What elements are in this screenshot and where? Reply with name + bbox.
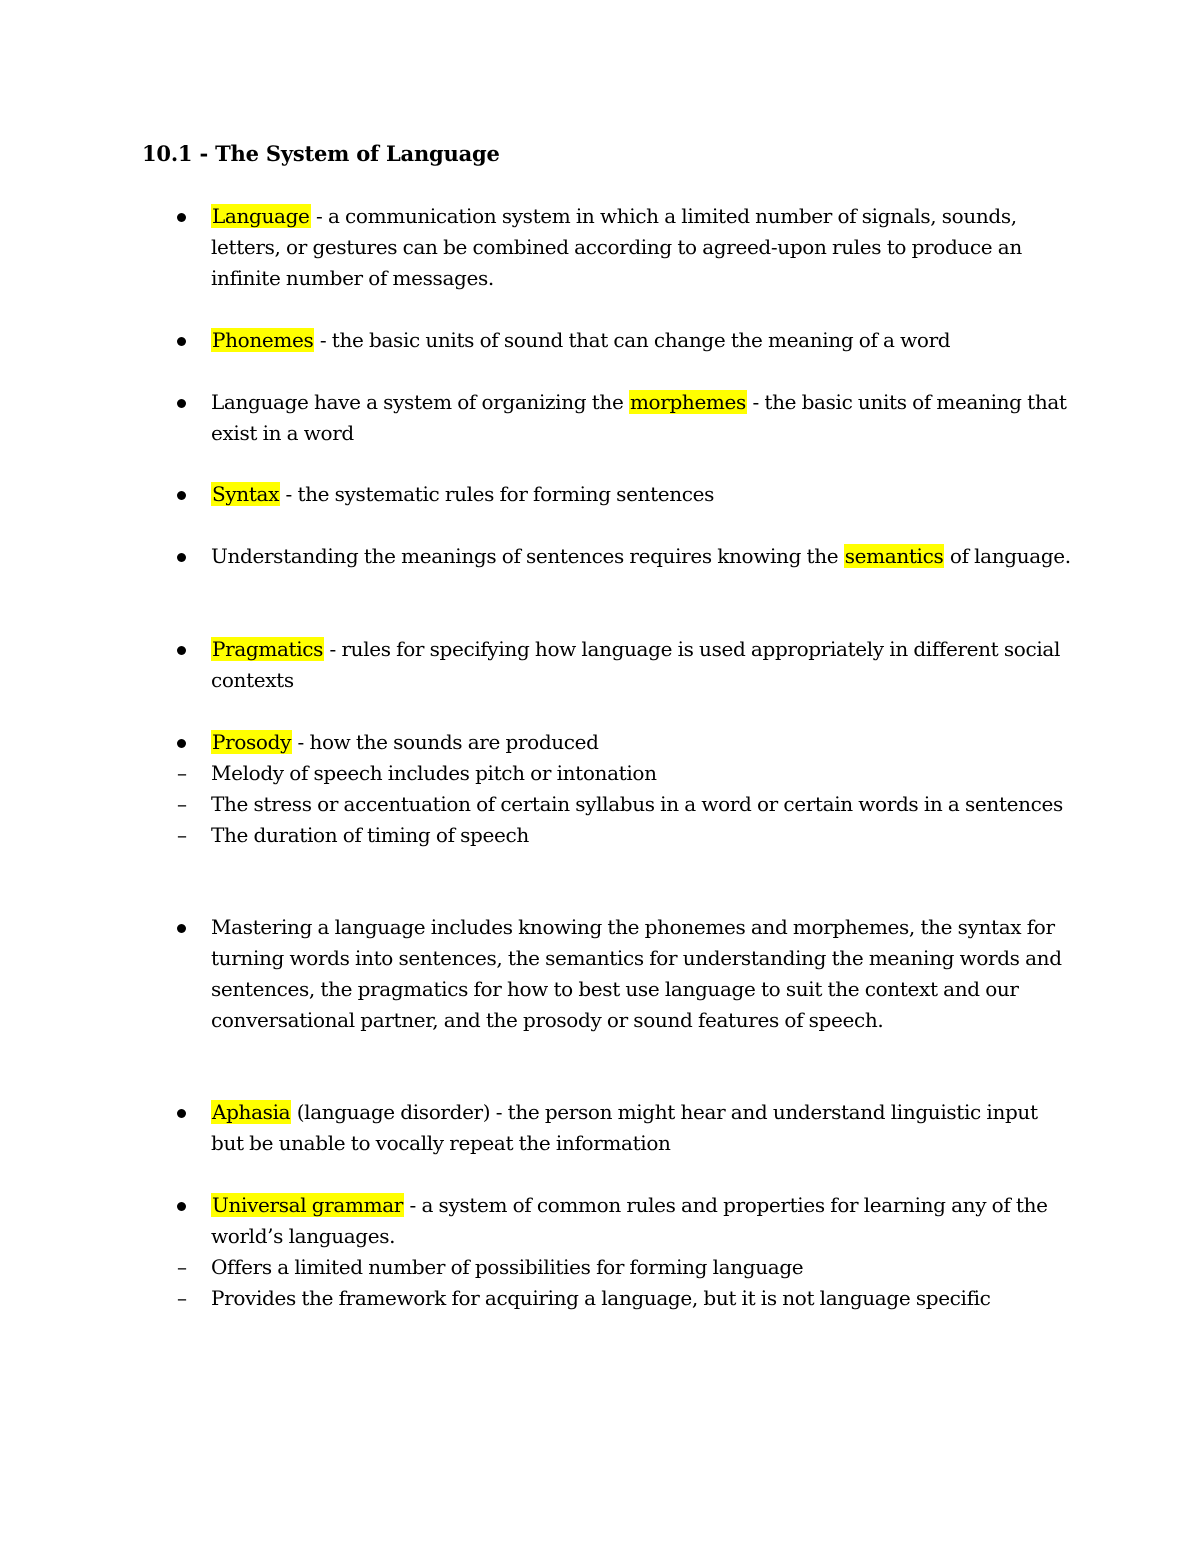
sub-item-text: Offers a limited number of possibilities for forming language	[211, 1255, 804, 1279]
item-text: - how the sounds are produced	[292, 730, 599, 754]
highlighted-term: Language	[212, 204, 310, 228]
bullet-icon	[177, 399, 186, 408]
dash-marker: –	[177, 1255, 187, 1279]
bullet-icon	[177, 553, 186, 562]
sub-item	[140, 789, 1071, 820]
highlighted-term: Aphasia	[212, 1100, 291, 1124]
dash-marker: –	[177, 792, 187, 816]
highlighted-term: Syntax	[212, 482, 280, 506]
item-text: - rules for specifying how language is used appropriately in different social contexts	[211, 637, 1060, 692]
bullet-icon	[177, 213, 186, 222]
highlighted-term: Pragmatics	[212, 637, 324, 661]
item-text-before: Language have a system of organizing the	[211, 390, 629, 414]
item-text: - the systematic rules for forming sentences	[280, 482, 715, 506]
highlighted-term: Prosody	[212, 730, 292, 754]
sub-item	[140, 820, 1071, 851]
list-item-aphasia	[211, 1097, 1071, 1159]
sub-item	[140, 1283, 1071, 1314]
highlighted-term: Universal grammar	[212, 1193, 404, 1217]
item-text: - a communication system in which a limited number of signals, sounds, letters, or gestures can be combined according to agreed-upon rules to produce an infinite number of messages.	[211, 204, 1022, 290]
dash-marker: –	[177, 761, 187, 785]
list-item-prosody	[177, 727, 1071, 851]
item-text-before: Understanding the meanings of sentences requires knowing the	[211, 544, 844, 568]
list-item-mastering	[211, 912, 1071, 1036]
bullet-icon	[177, 1202, 186, 1211]
sub-item	[140, 758, 1071, 789]
item-text: (language disorder) - the person might hear and understand linguistic input but be unable to vocally repeat the information	[211, 1100, 1038, 1155]
sub-item-text: The stress or accentuation of certain syllabus in a word or certain words in a sentences	[211, 792, 1063, 816]
bullet-icon	[177, 337, 186, 346]
highlighted-term: morphemes	[629, 390, 746, 414]
bullet-icon	[177, 924, 186, 933]
section-heading: 10.1 - The System of Language	[142, 141, 500, 166]
highlighted-term: Phonemes	[212, 328, 314, 352]
dash-marker: –	[177, 1286, 187, 1310]
bullet-icon	[177, 491, 186, 500]
dash-marker: –	[177, 823, 187, 847]
item-text: - a system of common rules and properties for learning any of the world’s languages.	[211, 1193, 1048, 1248]
list-item-phonemes	[211, 325, 1071, 356]
sub-item-text: Melody of speech includes pitch or intonation	[211, 761, 657, 785]
list-item-universal-grammar	[177, 1190, 1071, 1314]
list-item-semantics	[211, 541, 1071, 572]
sub-item	[140, 1252, 1071, 1283]
list-item-syntax	[211, 479, 1071, 510]
bullet-icon	[177, 1109, 186, 1118]
item-text: - the basic units of sound that can change the meaning of a word	[314, 328, 951, 352]
item-text: of language.	[944, 544, 1071, 568]
bullet-icon	[177, 739, 186, 748]
bullet-icon	[177, 646, 186, 655]
sub-item-text: Provides the framework for acquiring a language, but it is not language specific	[211, 1286, 991, 1310]
item-text: - the basic units of meaning that exist in a word	[211, 390, 1067, 445]
list-item-pragmatics	[211, 634, 1071, 696]
sub-list	[140, 758, 1071, 851]
item-text: Mastering a language includes knowing the phonemes and morphemes, the syntax for turning words into sentences, the semantics for understanding the meaning words and sentences, the pragmatics for how to best use language to suit the context and our conversational partner, and the prosody or sound features of speech.	[211, 915, 1062, 1032]
highlighted-term: semantics	[844, 544, 944, 568]
list-item-morphemes	[211, 387, 1071, 449]
sub-list	[140, 1252, 1071, 1314]
list-item-language	[211, 201, 1071, 294]
sub-item-text: The duration of timing of speech	[211, 823, 529, 847]
